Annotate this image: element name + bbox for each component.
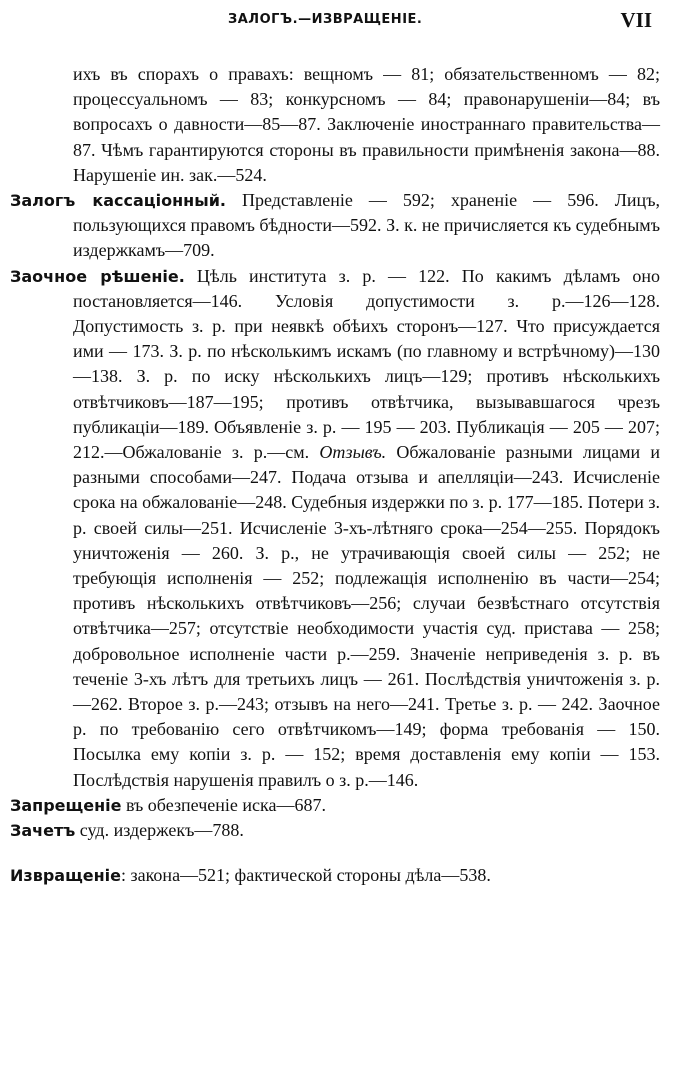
index-entry-izvrashchenie xyxy=(10,863,660,888)
entry-text: ихъ въ спорахъ о правахъ: вещномъ — 81; обязательственномъ — 82; процессуальномъ — 83; конкурсномъ — 84; правонарушеніи—84; въ вопросахъ о давности—85—87. Заключеніе иностраннаго правительства—87. Чѣмъ гарантируются стороны въ правильности примѣненія закона—88. Нарушеніе ин. зак.—524. xyxy=(73,64,660,185)
entry-heading: Залогъ кассаціонный. xyxy=(10,191,226,211)
running-head: ЗАЛОГЪ.—ИЗВРАЩЕНІЕ. xyxy=(228,12,423,27)
index-entries xyxy=(10,62,660,889)
entry-heading: Заочное рѣшеніе. xyxy=(10,266,185,286)
index-entry-zapreshchenie xyxy=(10,793,660,818)
entry-text: Представленіе — 592; храненіе — 596. Лицъ, пользующихся правомъ бѣдности—592. З. к. не причисляется къ судебнымъ издержкамъ—709. xyxy=(73,190,660,261)
entry-heading: Извращеніе xyxy=(10,866,121,886)
entry-text: Цѣль института з. р. — 122. По какимъ дѣламъ оно постановляется—146. Условія допустимости з. р.—126—128. Допустимость з. р. при неявкѣ обѣихъ сторонъ—127. Что присуждается ими — 173. З. р. по нѣсколькимъ искамъ (по главному и встрѣчному)—130—138. З. р. по иску нѣсколькихъ лицъ—129; противъ нѣсколькихъ отвѣтчиковъ—187—195; противъ отвѣтчика, вызывавшагося чрезъ публикаціи—189. Объявленіе з. р. — 195 — 203. Публикація — 205 — 207; 212.—Обжалованіе з. р.—см. xyxy=(73,265,660,463)
entry-text: : закона—521; фактической стороны дѣла—538. xyxy=(121,865,491,886)
entry-text: Обжалованіе разными лицами и разными способами—247. Подача отзыва и апелляціи—243. Исчисленіе срока на обжалованіе—248. Судебныя издержки по з. р. 177—185. Потери з. р. своей силы—251. Исчисленіе 3-хъ-лѣтняго срока—254—255. Порядокъ уничтоженія — 260. З. р., не утрачивающія своей силы — 252; не требующія исполненія — 252; подлежащія исполненію въ части—254; противъ нѣсколькихъ отвѣтчиковъ—256; случаи безвѣстнаго отсутствія отвѣтчика—257; отсутствіе необходимости участія суд. пристава — 258; добровольное исполненіе части р.—259. Значеніе неприведенія з. р. въ теченіе 3-хъ лѣтъ для третьихъ лицъ — 261. Послѣдствія уничтоженія з. р.—262. Второе з. р.—243; отзывъ на него—241. Третье з. р. — 242. Заочное р. по требованію сего отвѣтчикомъ—149; форма требованія — 150. Посылка ему копіи з. р. — 152; время доставленія ему копіи — 153. Послѣдствія нарушенія правилъ о з. р.—146. xyxy=(73,442,660,790)
entry-text: суд. издержекъ—788. xyxy=(75,820,244,841)
index-entry-zalog xyxy=(10,188,660,264)
index-entry-continuation xyxy=(10,62,660,188)
entry-heading: Зачетъ xyxy=(10,821,76,841)
section-gap xyxy=(10,843,660,863)
entry-heading: Запрещеніе xyxy=(10,795,122,815)
page-header xyxy=(0,10,684,40)
index-entry-zaochnoe xyxy=(10,264,660,793)
entry-cross-reference: Отзывъ. xyxy=(319,442,387,463)
entry-text: въ обезпеченіе иска—687. xyxy=(121,794,326,815)
page-number: VII xyxy=(620,8,652,32)
index-entry-zachet xyxy=(10,818,660,843)
